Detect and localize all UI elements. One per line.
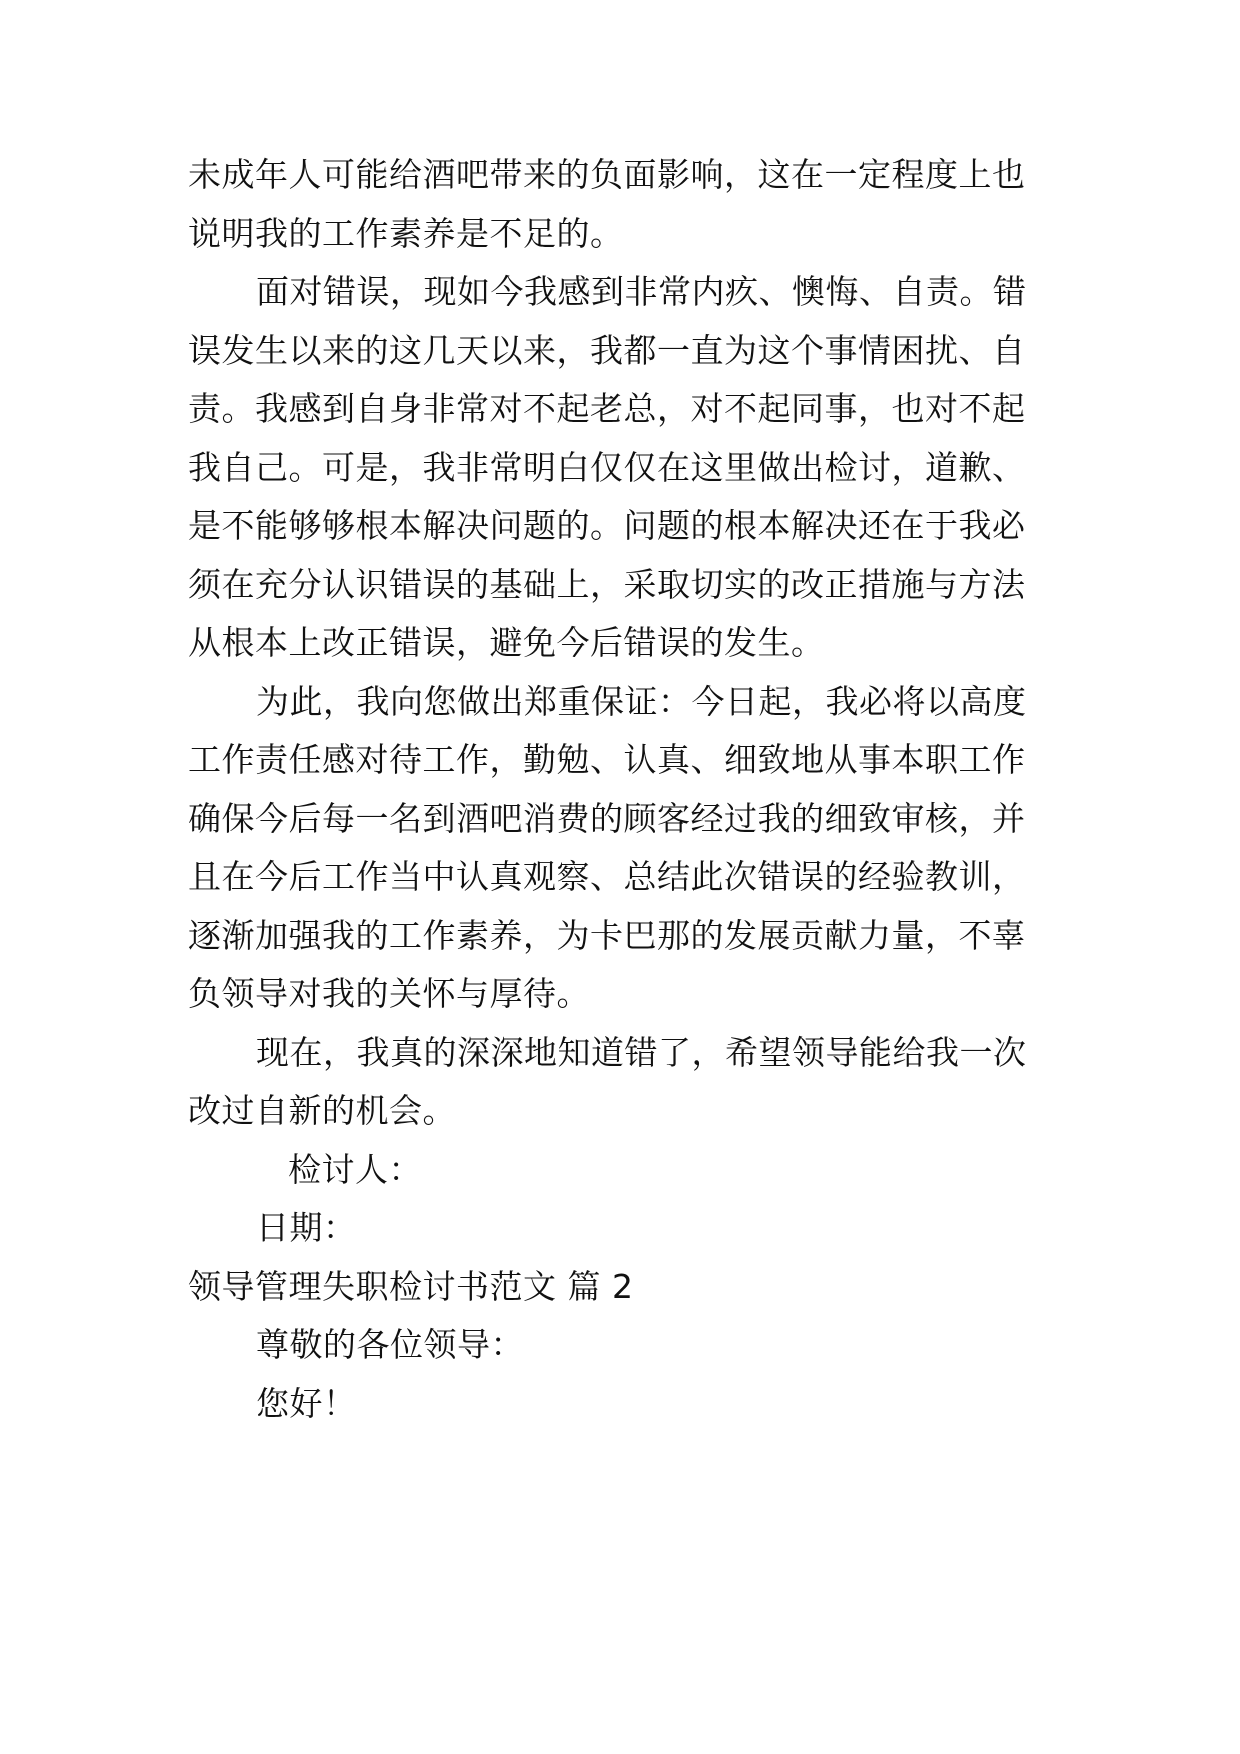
salutation: 尊敬的各位领导： — [256, 1325, 524, 1364]
paragraph-first-line: 现在，我真的深深地知道错了，希望领导能给我一次 — [256, 1033, 1027, 1072]
signature-label: 检讨人： — [288, 1150, 422, 1189]
body-line: 改过自新的机会。 — [188, 1091, 456, 1130]
body-line: 确保今后每一名到酒吧消费的顾客经过我的细致审核，并 — [188, 799, 1026, 838]
body-line: 未成年人可能给酒吧带来的负面影响，这在一定程度上也 — [188, 155, 1026, 194]
body-line: 负领导对我的关怀与厚待。 — [188, 974, 590, 1013]
body-line: 说明我的工作素养是不足的。 — [188, 214, 624, 253]
body-line: 是不能够够根本解决问题的。问题的根本解决还在于我必 — [188, 506, 1026, 545]
body-line: 且在今后工作当中认真观察、总结此次错误的经验教训， — [188, 857, 1026, 896]
body-line: 须在充分认识错误的基础上，采取切实的改正措施与方法 — [188, 565, 1026, 604]
body-line: 从根本上改正错误，避免今后错误的发生。 — [188, 623, 825, 662]
greeting: 您好！ — [256, 1384, 357, 1423]
date-label: 日期： — [256, 1208, 357, 1247]
body-line: 误发生以来的这几天以来，我都一直为这个事情困扰、自 — [188, 331, 1026, 370]
body-line: 我自己。可是，我非常明白仅仅在这里做出检讨，道歉、 — [188, 448, 1026, 487]
body-line: 责。我感到自身非常对不起老总，对不起同事，也对不起 — [188, 389, 1026, 428]
paragraph-first-line: 为此，我向您做出郑重保证：今日起，我必将以高度 — [256, 682, 1027, 721]
paragraph-first-line: 面对错误，现如今我感到非常内疚、懊悔、自责。错 — [256, 272, 1027, 311]
section-heading: 领导管理失职检讨书范文 篇 2 — [188, 1267, 634, 1306]
body-line: 逐渐加强我的工作素养，为卡巴那的发展贡献力量，不辜 — [188, 916, 1026, 955]
body-line: 工作责任感对待工作，勤勉、认真、细致地从事本职工作 — [188, 740, 1026, 779]
